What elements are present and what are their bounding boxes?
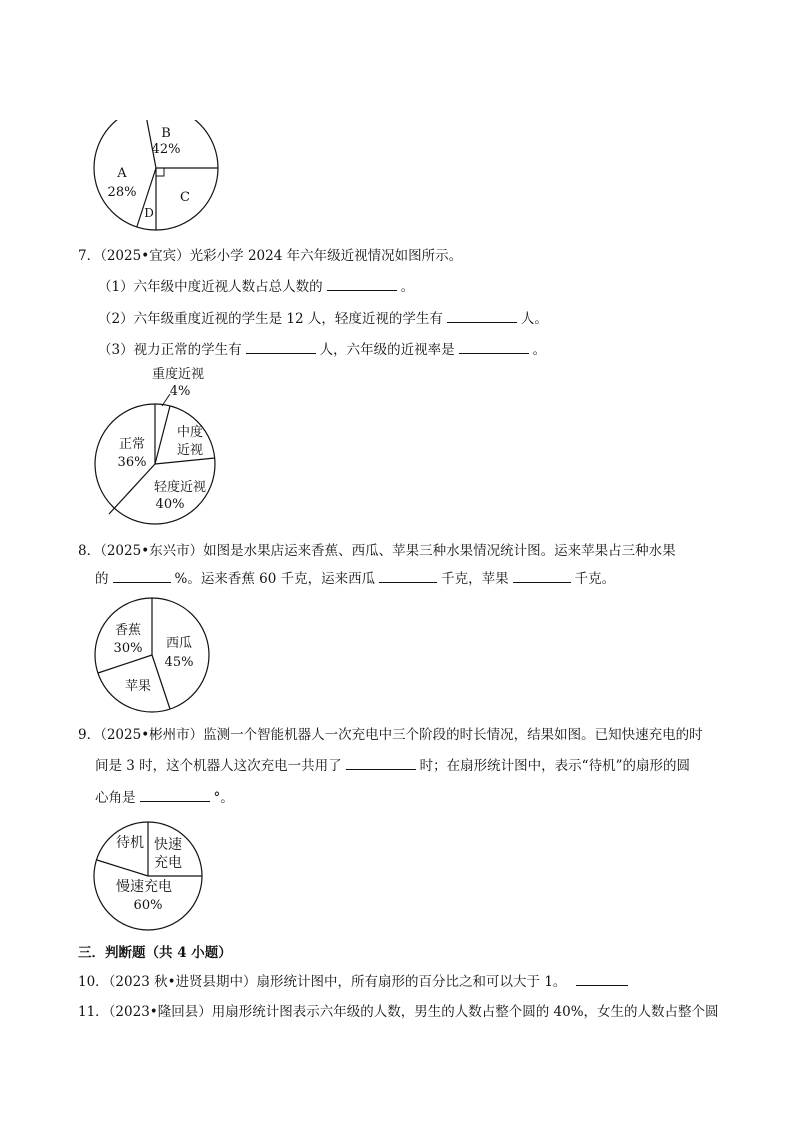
q8-line2-mid1: %。运来香蕉 60 千克，运来西瓜 <box>174 571 376 587</box>
q9-line2 <box>95 757 690 775</box>
slice-label-mild: 轻度近视 <box>153 480 207 495</box>
section-heading: 三．判断题（共 4 小题） <box>78 945 232 961</box>
slice-label-watermelon: 西瓜 <box>165 636 193 651</box>
q9-line3 <box>95 789 234 807</box>
q8-answer-blank-2[interactable] <box>379 570 437 583</box>
slice-label-moderate-1: 中度 <box>176 425 204 440</box>
q7-part2-end: 人。 <box>520 311 548 327</box>
q8-line2-text: 的 <box>95 571 109 587</box>
slice-value-a: 28% <box>107 185 137 200</box>
slice-label-d: D <box>144 206 154 220</box>
slice-label-apple: 苹果 <box>124 679 152 694</box>
pie-boundary-slow-standby <box>97 860 148 876</box>
q7-answer-blank-1[interactable] <box>327 278 397 291</box>
slice-value-watermelon: 45% <box>164 655 194 670</box>
slice-value-banana: 30% <box>113 641 143 656</box>
q7-part3-end: 。 <box>532 342 547 358</box>
q10-text: 10．（2023 秋•进贤县期中）扇形统计图中，所有扇形的百分比之和可以大于 1。 <box>78 974 567 990</box>
pie-chart-charging <box>90 820 210 932</box>
slice-value-mild: 40% <box>155 497 185 512</box>
q9-answer-blank-1[interactable] <box>346 757 416 770</box>
slice-label-b: B <box>161 126 171 141</box>
q7-part3 <box>98 341 546 359</box>
slice-label-c: C <box>180 190 190 205</box>
slice-value-normal: 36% <box>117 455 147 470</box>
q8-line2-end: 千克。 <box>574 571 616 587</box>
q9-line2-end: 时；在扇形统计图中，表示“待机”的扇形的圆 <box>419 758 690 774</box>
q9-line3-text: 心角是 <box>95 790 136 806</box>
q9-line2-text: 间是 3 时，这个机器人这次充电一共用了 <box>95 758 342 774</box>
slice-label-normal: 正常 <box>118 437 146 452</box>
slice-value-severe: 4% <box>169 384 191 399</box>
q7-answer-blank-3[interactable] <box>246 341 316 354</box>
q7-part1 <box>98 278 414 296</box>
pie-chart-myopia <box>88 364 228 529</box>
pie-boundary-apple-banana <box>98 655 152 673</box>
q7-answer-blank-4[interactable] <box>459 341 529 354</box>
slice-label-fast-1: 快速 <box>154 837 182 853</box>
slice-label-standby: 待机 <box>116 835 144 851</box>
q8-line1: 8．（2025•东兴市）如图是水果店运来香蕉、西瓜、苹果三种水果情况统计图。运来苹果占三种水果 <box>78 543 676 559</box>
q8-answer-blank-3[interactable] <box>513 570 571 583</box>
pie-chart-fruit <box>90 595 220 717</box>
q7-answer-blank-2[interactable] <box>447 310 517 323</box>
pie-boundary-severe-moderate <box>155 406 170 464</box>
pie-chart-abcd <box>90 120 230 235</box>
q7-stem: 7．（2025•宜宾）光彩小学 2024 年六年级近视情况如图所示。 <box>78 248 463 264</box>
q8-line2-mid2: 千克，苹果 <box>441 571 509 587</box>
slice-label-banana: 香蕉 <box>114 623 142 638</box>
q7-part1-end: 。 <box>400 279 415 295</box>
q10-line <box>78 973 632 991</box>
q7-part1-text: （1）六年级中度近视人数占总人数的 <box>98 279 323 295</box>
slice-label-a: A <box>117 166 127 181</box>
q7-part2-text: （2）六年级重度近视的学生是 12 人，轻度近视的学生有 <box>98 311 443 327</box>
q9-line1: 9．（2025•彬州市）监测一个智能机器人一次充电中三个阶段的时长情况，结果如图。已知快速充电的时 <box>78 727 703 743</box>
q9-line3-end: °。 <box>213 790 234 806</box>
slice-label-slow: 慢速充电 <box>116 879 172 895</box>
q7-part3-mid: 人，六年级的近视率是 <box>319 342 455 358</box>
q7-part3-text: （3）视力正常的学生有 <box>98 342 242 358</box>
pie-boundary-moderate-mild <box>155 458 215 464</box>
right-angle-mark <box>156 168 164 176</box>
slice-label-fast-2: 充电 <box>154 855 182 871</box>
slice-value-b: 42% <box>151 142 181 157</box>
q8-answer-blank-1[interactable] <box>113 570 171 583</box>
q9-answer-blank-2[interactable] <box>140 789 210 802</box>
q8-line2 <box>95 570 615 588</box>
slice-value-slow: 60% <box>133 898 163 913</box>
q10-answer-blank[interactable] <box>576 973 628 986</box>
slice-label-moderate-2: 近视 <box>176 443 204 458</box>
q11-line: 11．（2023•隆回县）用扇形统计图表示六年级的人数，男生的人数占整个圆的 40%，女生的人数占整个圆 <box>78 1004 719 1020</box>
slice-label-severe: 重度近视 <box>151 367 205 382</box>
q7-part2 <box>98 310 548 328</box>
pie-boundary-mild-normal <box>109 464 155 514</box>
